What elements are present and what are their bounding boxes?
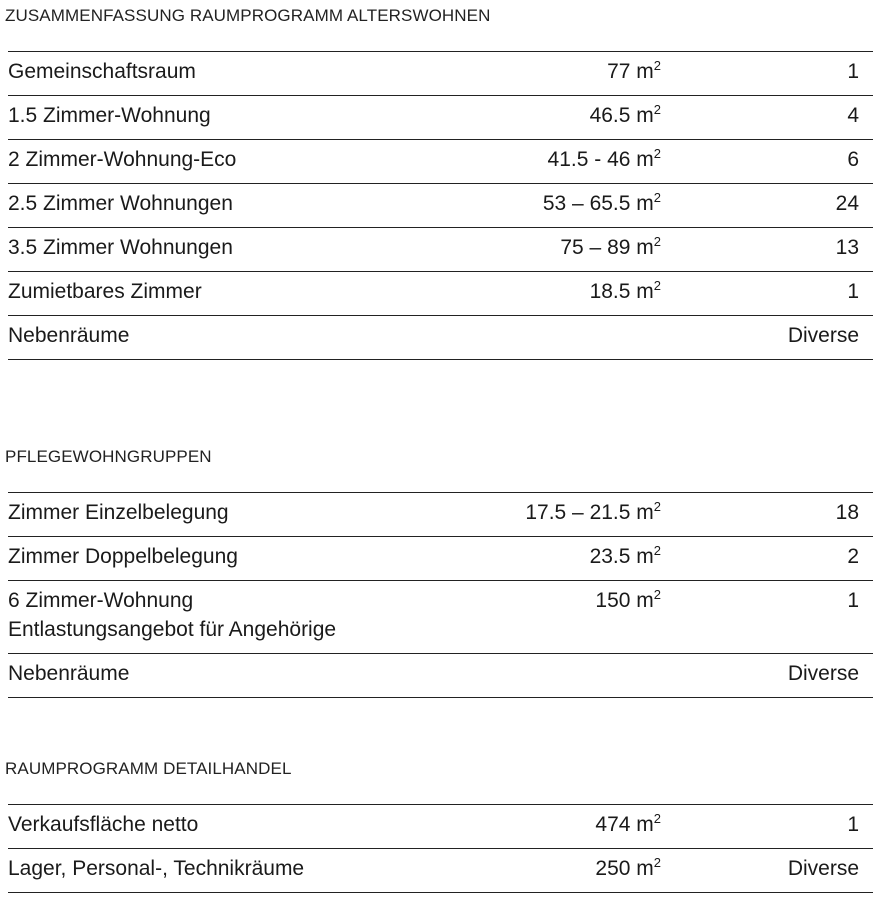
room-area: 41.5 - 46 $m^2$ — [547, 146, 661, 171]
room-name: Zimmer Einzelbelegung — [8, 501, 229, 524]
room-area: 474 $m^2$ — [595, 811, 661, 836]
room-count: Diverse — [787, 662, 859, 685]
room-name: Lager, Personal-, Technikräume — [8, 857, 305, 880]
room-name: 2 Zimmer-Wohnung-Eco — [8, 148, 237, 171]
table-row — [8, 184, 873, 228]
section-title: ZUSAMMENFASSUNG RAUMPROGRAMM ALTERSWOHNEN — [5, 6, 491, 25]
room-area: 46.5 $m^2$ — [589, 102, 661, 127]
room-name: Nebenräume — [8, 324, 130, 347]
table-row — [8, 493, 873, 537]
table-row — [8, 96, 873, 140]
room-count: Diverse — [787, 324, 859, 347]
table-row — [8, 537, 873, 581]
section-title: RAUMPROGRAMM DETAILHANDEL — [5, 759, 292, 778]
room-name: Zimmer Doppelbelegung — [8, 545, 238, 568]
room-name: Zumietbares Zimmer — [8, 280, 202, 303]
room-area: 17.5 – 21.5 $m^2$ — [525, 499, 661, 524]
room-count: 1 — [847, 60, 859, 83]
table-row — [8, 805, 873, 849]
room-count: 24 — [835, 192, 859, 215]
room-count: 1 — [847, 813, 859, 836]
room-count: 13 — [835, 236, 859, 259]
room-count: 4 — [847, 104, 859, 127]
room-area: 77 $m^2$ — [607, 58, 661, 83]
room-area: 23.5 $m^2$ — [589, 543, 661, 568]
table-row — [8, 654, 873, 698]
room-table — [8, 492, 873, 698]
room-name-secondary: Entlastungsangebot für Angehörige — [8, 618, 337, 641]
room-name: Nebenräume — [8, 662, 130, 685]
room-area: 250 $m^2$ — [595, 855, 661, 880]
table-row — [8, 228, 873, 272]
room-count: 18 — [835, 501, 859, 524]
room-count: 6 — [847, 148, 859, 171]
room-name: 1.5 Zimmer-Wohnung — [8, 104, 211, 127]
room-name: 2.5 Zimmer Wohnungen — [8, 192, 233, 215]
table-row — [8, 272, 873, 316]
section-title: PFLEGEWOHNGRUPPEN — [5, 447, 212, 466]
room-area: 53 – 65.5 $m^2$ — [542, 190, 661, 215]
room-count: Diverse — [787, 857, 859, 880]
room-table — [8, 804, 873, 893]
room-name: Verkaufsfläche netto — [8, 813, 199, 836]
room-count: 1 — [847, 589, 859, 612]
table-row — [8, 849, 873, 893]
table-row — [8, 52, 873, 96]
room-count: 2 — [847, 545, 859, 568]
room-name: 6 Zimmer-Wohnung Entlastungsangebot für Angehörige — [8, 589, 337, 641]
room-area: 18.5 $m^2$ — [589, 278, 661, 303]
room-table — [8, 51, 873, 360]
table-row — [8, 316, 873, 360]
table-row — [8, 140, 873, 184]
room-name: Gemeinschaftsraum — [8, 60, 196, 83]
room-area: 150 $m^2$ — [595, 587, 661, 612]
room-name: 3.5 Zimmer Wohnungen — [8, 236, 233, 259]
room-count: 1 — [847, 280, 859, 303]
room-area: 75 – 89 $m^2$ — [560, 234, 661, 259]
table-row — [8, 581, 873, 654]
